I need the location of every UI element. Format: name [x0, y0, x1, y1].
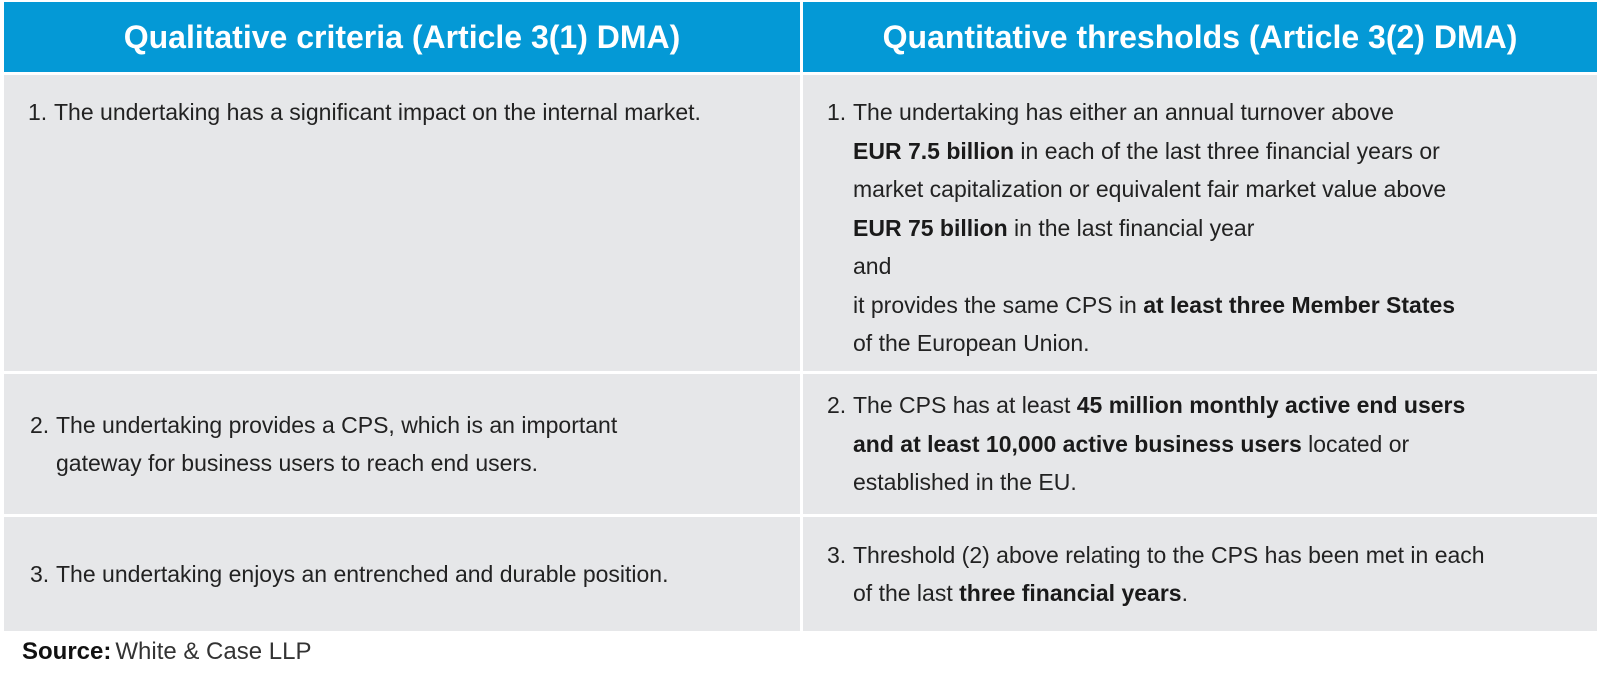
item-number: 2.: [827, 392, 847, 419]
text-fragment: in the last financial year: [1007, 214, 1255, 241]
row-3-quantitative-item: [803, 536, 1505, 613]
row-2-quantitative-cell: [803, 374, 1597, 514]
text-line: [853, 286, 1577, 325]
item-text: The undertaking enjoys an entrenched and durable position.: [56, 560, 669, 587]
bold-three-years: three financial years: [959, 580, 1182, 606]
row-3-quantitative-cell: [803, 517, 1597, 631]
text-fragment: The CPS has at least: [853, 392, 1077, 419]
text-line: of the European Union.: [853, 330, 1090, 356]
text-fragment: in each of the last three financial years or: [1014, 137, 1440, 164]
row-3-qualitative-cell: [4, 517, 800, 631]
text-fragment: .: [1181, 580, 1188, 606]
text-line: and: [853, 253, 892, 279]
item-number: 2.: [30, 411, 50, 438]
source-label: Source:: [22, 638, 112, 665]
item-text: [853, 386, 1465, 502]
row-1-qualitative-cell: [4, 75, 800, 371]
row-2-qualitative-cell: [4, 374, 800, 514]
row-1-qualitative-item: [4, 93, 800, 132]
text-line: [853, 386, 1465, 425]
text-fragment: it provides the same CPS in: [853, 291, 1144, 318]
item-number: 1.: [28, 99, 48, 125]
row-2-quantitative-item: [803, 386, 1485, 502]
header-quantitative-thresholds: [803, 2, 1597, 72]
row-1-quantitative-cell: [803, 75, 1597, 371]
text-line: [853, 425, 1465, 464]
item-text: [853, 536, 1485, 613]
item-number: 3.: [30, 560, 50, 587]
bold-market-cap: EUR 75 billion: [853, 214, 1008, 241]
item-text: [56, 406, 617, 483]
text-line: The undertaking provides a CPS, which is an important: [56, 411, 618, 438]
header-right-label: Quantitative thresholds (Article 3(2) DMA): [882, 18, 1518, 55]
text-line: market capitalization or equivalent fair market value above: [853, 176, 1447, 202]
text-fragment: located or: [1301, 430, 1410, 457]
source-note: [22, 638, 311, 666]
header-left-label: Qualitative criteria (Article 3(1) DMA): [123, 18, 681, 55]
source-value: White & Case LLP: [115, 638, 312, 665]
bold-member-states: at least three Member States: [1143, 291, 1456, 318]
text-line: Threshold (2) above relating to the CPS has been met in each: [853, 541, 1485, 568]
text-line: [853, 209, 1577, 248]
text-line: established in the EU.: [853, 469, 1077, 496]
text-line: The undertaking has either an annual turnover above: [853, 99, 1394, 125]
text-line: gateway for business users to reach end users.: [56, 450, 538, 476]
text-line: [853, 132, 1577, 171]
item-text: The undertaking has a significant impact on the internal market.: [54, 99, 701, 125]
row-2-qualitative-item: [4, 406, 637, 483]
row-3-qualitative-item: [4, 555, 689, 594]
bold-end-users: 45 million monthly active end users: [1076, 392, 1466, 419]
item-number: 3.: [827, 541, 847, 568]
bold-business-users: and at least 10,000 active business users: [853, 430, 1302, 457]
bold-turnover: EUR 7.5 billion: [853, 137, 1015, 164]
dma-criteria-table: [4, 2, 1594, 631]
row-1-quantitative-item: [803, 93, 1597, 363]
item-number: 1.: [827, 99, 847, 125]
text-line: [853, 574, 1485, 613]
header-qualitative-criteria: [4, 2, 800, 72]
item-text: [853, 93, 1577, 363]
text-fragment: of the last: [853, 580, 960, 606]
